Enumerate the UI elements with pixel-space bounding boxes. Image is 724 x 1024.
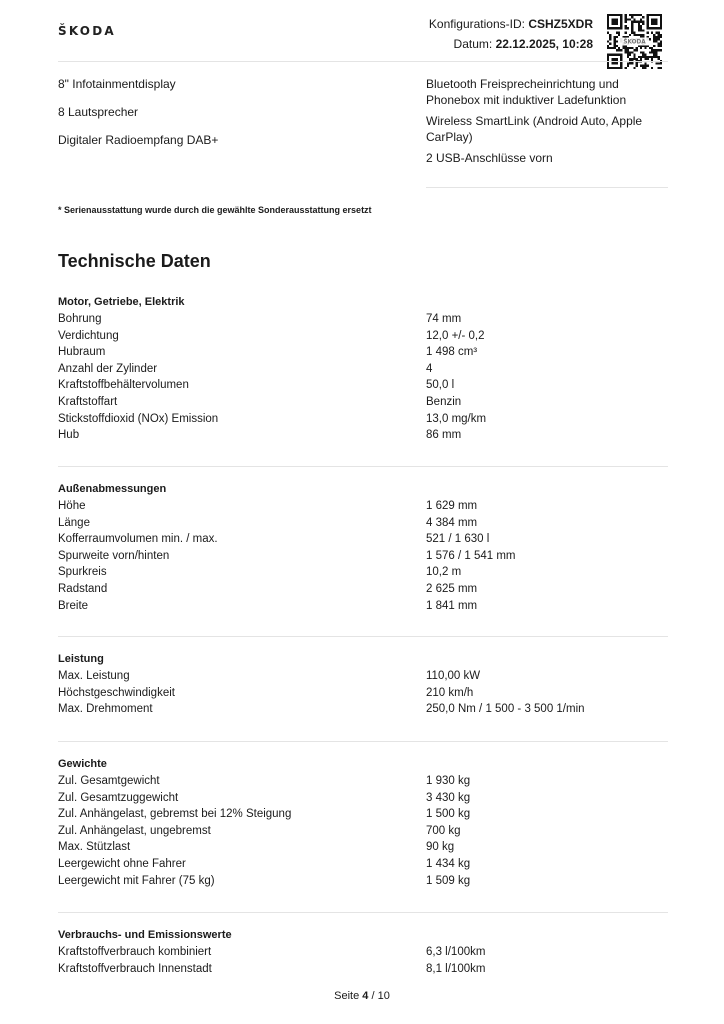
spec-row xyxy=(58,823,668,840)
spec-value: 250,0 Nm / 1 500 - 3 500 1/min xyxy=(426,703,585,716)
spec-row xyxy=(58,515,668,532)
spec-row xyxy=(58,839,668,856)
config-id-label: Konfigurations-ID: xyxy=(428,17,525,31)
group-title: Gewichte xyxy=(58,758,107,770)
spec-label: Max. Stützlast xyxy=(58,841,131,854)
brand-logo: ŠKODA xyxy=(58,24,116,38)
equipment-item: 8" Infotainmentdisplay xyxy=(58,77,176,91)
equipment-item: Wireless SmartLink (Android Auto, Apple CarPlay) xyxy=(426,114,643,144)
group-title: Verbrauchs- und Emissionswerte xyxy=(58,929,232,941)
group-title: Leistung xyxy=(58,653,104,665)
spec-label: Zul. Gesamtgewicht xyxy=(58,775,160,787)
spec-label: Höhe xyxy=(58,500,86,512)
spec-label: Kraftstoffbehältervolumen xyxy=(58,379,189,392)
spec-value: 1 434 kg xyxy=(426,857,471,870)
spec-label: Leergewicht mit Fahrer (75 kg) xyxy=(58,874,215,887)
spec-value: 1 841 mm xyxy=(426,599,478,612)
group-divider xyxy=(58,912,668,913)
group-divider xyxy=(58,466,668,467)
spec-value: 4 xyxy=(426,362,433,375)
spec-label: Kraftstoffverbrauch kombiniert xyxy=(58,946,212,958)
spec-value: 1 629 mm xyxy=(426,500,478,512)
spec-group-consumption xyxy=(58,927,668,977)
qr-watermark: ŠKODA xyxy=(623,39,646,46)
spec-group-performance xyxy=(58,651,668,718)
page-number xyxy=(0,990,724,1002)
spec-group-dimensions xyxy=(58,481,668,614)
equipment-item: Bluetooth Freisprecheinrichtung und Phonebox mit induktiver Ladefunktion xyxy=(426,77,627,107)
spec-value: 1 576 / 1 541 mm xyxy=(426,549,516,562)
spec-row xyxy=(58,328,668,345)
equipment-list-left xyxy=(58,76,388,160)
spec-row xyxy=(58,498,668,515)
spec-label: Leergewicht ohne Fahrer xyxy=(58,857,186,870)
group-title: Außenabmessungen xyxy=(58,483,167,495)
spec-value: 1 509 kg xyxy=(426,874,471,887)
spec-label: Verdichtung xyxy=(58,329,119,342)
spec-group-weights xyxy=(58,756,668,889)
page-label: Seite xyxy=(334,990,360,1002)
group-title: Motor, Getriebe, Elektrik xyxy=(58,296,185,308)
date-label: Datum: xyxy=(453,37,493,51)
spec-value: 13,0 mg/km xyxy=(426,412,487,425)
spec-row xyxy=(58,856,668,873)
equipment-divider xyxy=(426,187,668,188)
equipment-list-right xyxy=(426,76,671,171)
spec-label: Spurweite vorn/hinten xyxy=(58,549,170,562)
spec-label: Anzahl der Zylinder xyxy=(58,362,158,375)
equipment-item: 2 USB-Anschlüsse vorn xyxy=(426,151,553,165)
spec-label: Zul. Anhängelast, ungebremst xyxy=(58,824,211,837)
config-id-value: CSHZ5XDR xyxy=(528,17,593,31)
section-title: Technische Daten xyxy=(58,251,211,271)
page-total: 10 xyxy=(377,990,390,1002)
spec-label: Max. Drehmoment xyxy=(58,703,153,716)
spec-row xyxy=(58,944,668,961)
spec-row xyxy=(58,394,668,411)
spec-label: Länge xyxy=(58,516,90,529)
spec-label: Breite xyxy=(58,599,89,612)
spec-label: Radstand xyxy=(58,582,108,595)
header-divider xyxy=(58,61,668,62)
spec-label: Stickstoffdioxid (NOx) Emission xyxy=(58,412,219,425)
spec-value: 50,0 l xyxy=(426,379,455,392)
spec-value: 12,0 +/- 0,2 xyxy=(426,329,485,342)
spec-value: 210 km/h xyxy=(426,686,474,699)
spec-row xyxy=(58,361,668,378)
spec-label: Zul. Gesamtzuggewicht xyxy=(58,791,179,804)
spec-row xyxy=(58,598,668,615)
spec-value: 6,3 l/100km xyxy=(426,946,486,958)
spec-label: Zul. Anhängelast, gebremst bei 12% Steigung xyxy=(58,808,292,821)
spec-row xyxy=(58,701,668,718)
spec-row xyxy=(58,685,668,702)
page-separator: / xyxy=(371,990,375,1002)
spec-value: 90 kg xyxy=(426,841,455,854)
spec-row xyxy=(58,564,668,581)
spec-row xyxy=(58,668,668,685)
equipment-item: Digitaler Radioempfang DAB+ xyxy=(58,133,219,147)
group-divider xyxy=(58,741,668,742)
configuration-id-line xyxy=(429,14,593,34)
spec-value: 4 384 mm xyxy=(426,516,478,529)
group-divider xyxy=(58,636,668,637)
spec-row xyxy=(58,344,668,361)
footnote: * Serienausstattung wurde durch die gewählte Sonderausstattung ersetzt xyxy=(58,205,372,215)
spec-row xyxy=(58,411,668,428)
spec-value: 74 mm xyxy=(426,313,462,325)
spec-row xyxy=(58,806,668,823)
page-current: 4 xyxy=(362,990,369,1002)
spec-label: Spurkreis xyxy=(58,566,107,579)
spec-row xyxy=(58,427,668,444)
date-value: 22.12.2025, 10:28 xyxy=(495,37,593,51)
spec-value: 1 500 kg xyxy=(426,808,471,821)
spec-row xyxy=(58,773,668,790)
configuration-info xyxy=(429,14,593,54)
spec-label: Hub xyxy=(58,429,80,442)
spec-value: 3 430 kg xyxy=(426,791,471,804)
spec-value: 1 930 kg xyxy=(426,775,471,787)
spec-value: 8,1 l/100km xyxy=(426,962,486,975)
equipment-item: 8 Lautsprecher xyxy=(58,105,139,119)
spec-label: Hubraum xyxy=(58,346,106,359)
spec-label: Höchstgeschwindigkeit xyxy=(58,686,175,699)
spec-row xyxy=(58,311,668,328)
spec-row xyxy=(58,581,668,598)
date-line xyxy=(429,34,593,54)
spec-row xyxy=(58,531,668,548)
spec-label: Kraftstoffverbrauch Innenstadt xyxy=(58,962,212,975)
spec-row xyxy=(58,790,668,807)
spec-label: Bohrung xyxy=(58,313,102,325)
spec-value: 2 625 mm xyxy=(426,582,478,595)
spec-value: 10,2 m xyxy=(426,566,462,579)
spec-row xyxy=(58,873,668,890)
spec-group-motor xyxy=(58,294,668,444)
spec-value: 700 kg xyxy=(426,824,461,837)
spec-value: 86 mm xyxy=(426,429,462,442)
spec-value: 110,00 kW xyxy=(426,670,481,682)
spec-value: 1 498 cm³ xyxy=(426,346,478,359)
spec-label: Max. Leistung xyxy=(58,670,130,682)
spec-value: 521 / 1 630 l xyxy=(426,533,490,546)
spec-label: Kofferraumvolumen min. / max. xyxy=(58,533,218,546)
spec-row xyxy=(58,377,668,394)
spec-row xyxy=(58,548,668,565)
spec-row xyxy=(58,961,668,978)
spec-label: Kraftstoffart xyxy=(58,395,118,408)
spec-value: Benzin xyxy=(426,395,462,408)
